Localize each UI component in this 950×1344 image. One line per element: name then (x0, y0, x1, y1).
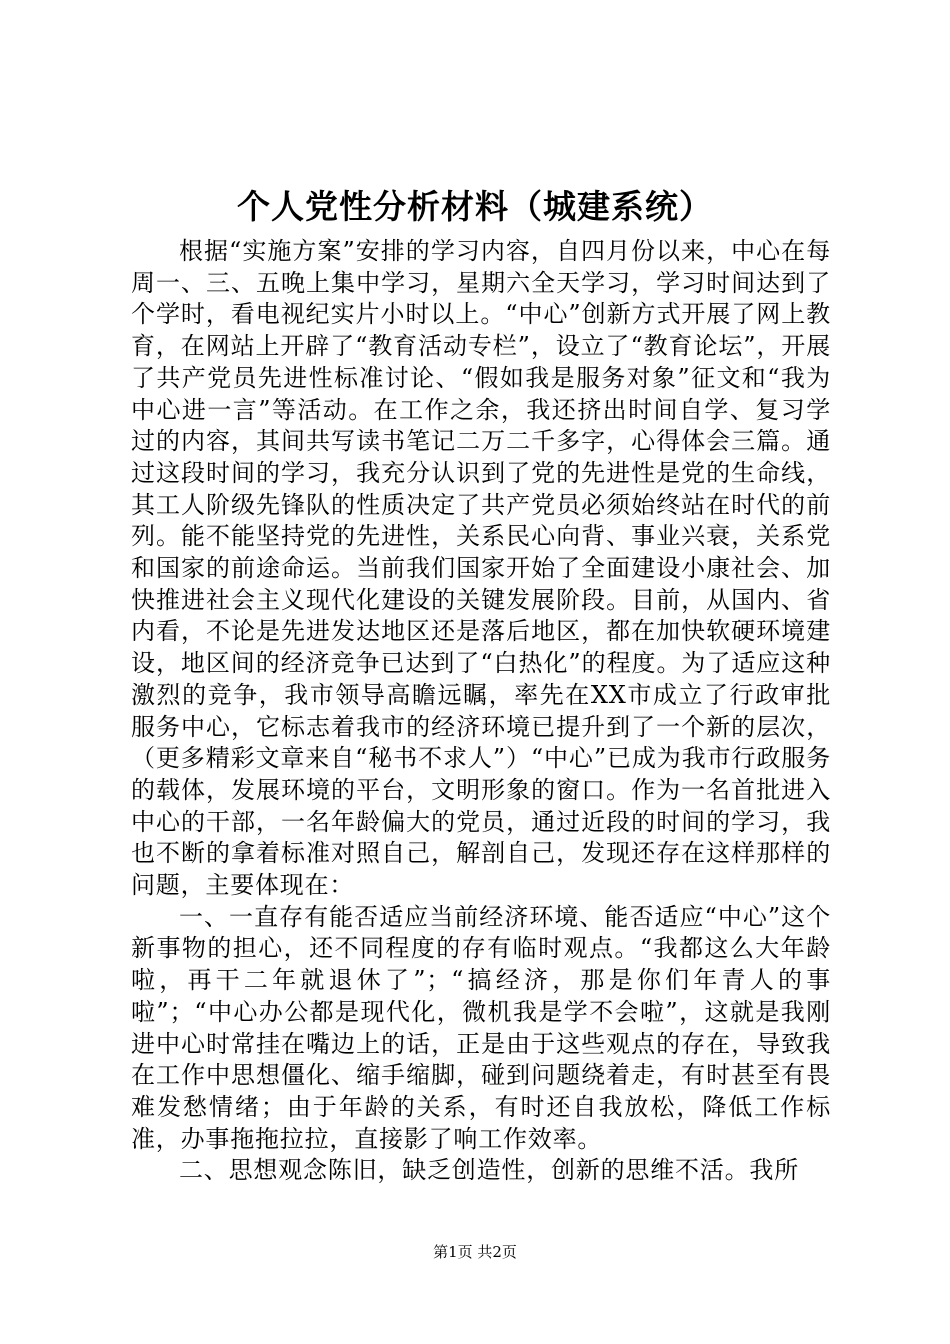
page-footer: 第1页 共2页 (433, 1243, 517, 1261)
paragraph-intro: 根据“实施方案”安排的学习内容，自四月份以来，中心在每周一、三、五晚上集中学习，星期六全天学习，学习时间达到了个学时，看电视纪实片小时以上。“中心”创新方式开展了网上教育，在网站上开辟了“教育活动专栏”，设立了“教育论坛”，开展了共产党员先进性标准讨论、“假如我是服务对象”征文和“我为中心进一言”等活动。在工作之余，我还挤出时间自学、复习学过的内容，其间共写读书笔记二万二千多字，心得体会三篇。通过这段时间的学习，我充分认识到了党的先进性是党的生命线，其工人阶级先锋队的性质决定了共产党员必须始终站在时代的前列。能不能坚持党的先进性，关系民心向背、事业兴衰，关系党和国家的前途命运。当前我们国家开始了全面建设小康社会、加快推进社会主义现代化建设的关键发展阶段。目前，从国内、省内看，不论是先进发达地区还是落后地区，都在加快软硬环境建设，地区间的经济竞争已达到了“白热化”的程度。为了适应这种激烈的竞争，我市领导高瞻远瞩，率先在XX市成立了行政审批服务中心，它标志着我市的经济环境已提升到了一个新的层次，（更多精彩文章来自“秘书不求人”）“中心”已成为我市行政服务的载体，发展环境的平台，文明形象的窗口。作为一名首批进入中心的干部，一名年龄偏大的党员，通过近段的时间的学习，我也不断的拿着标准对照自己，解剖自己，发现还存在这样那样的问题，主要体现在： (131, 237, 831, 900)
document-title: 个人党性分析材料（城建系统） (237, 187, 713, 226)
document-body (131, 236, 831, 1187)
paragraph-point-one: 一、一直存有能否适应当前经济环境、能否适应“中心”这个新事物的担心，还不同程度的存有临时观点。“我都这么大年龄啦，再干二年就退休了”；“搞经济，那是你们年青人的事啦”；“中心办公都是现代化，微机我是学不会啦”，这就是我刚进中心时常挂在嘴边上的话，正是由于这些观点的存在，导致我在工作中思想僵化、缩手缩脚，碰到问题绕着走，有时甚至有畏难发愁情绪；由于年龄的关系，有时还自我放松，降低工作标准，办事拖拖拉拉，直接影了响工作效率。 (131, 902, 831, 1153)
paragraph-point-two: 二、思想观念陈旧，缺乏创造性，创新的思维不活。我所 (179, 1156, 799, 1185)
